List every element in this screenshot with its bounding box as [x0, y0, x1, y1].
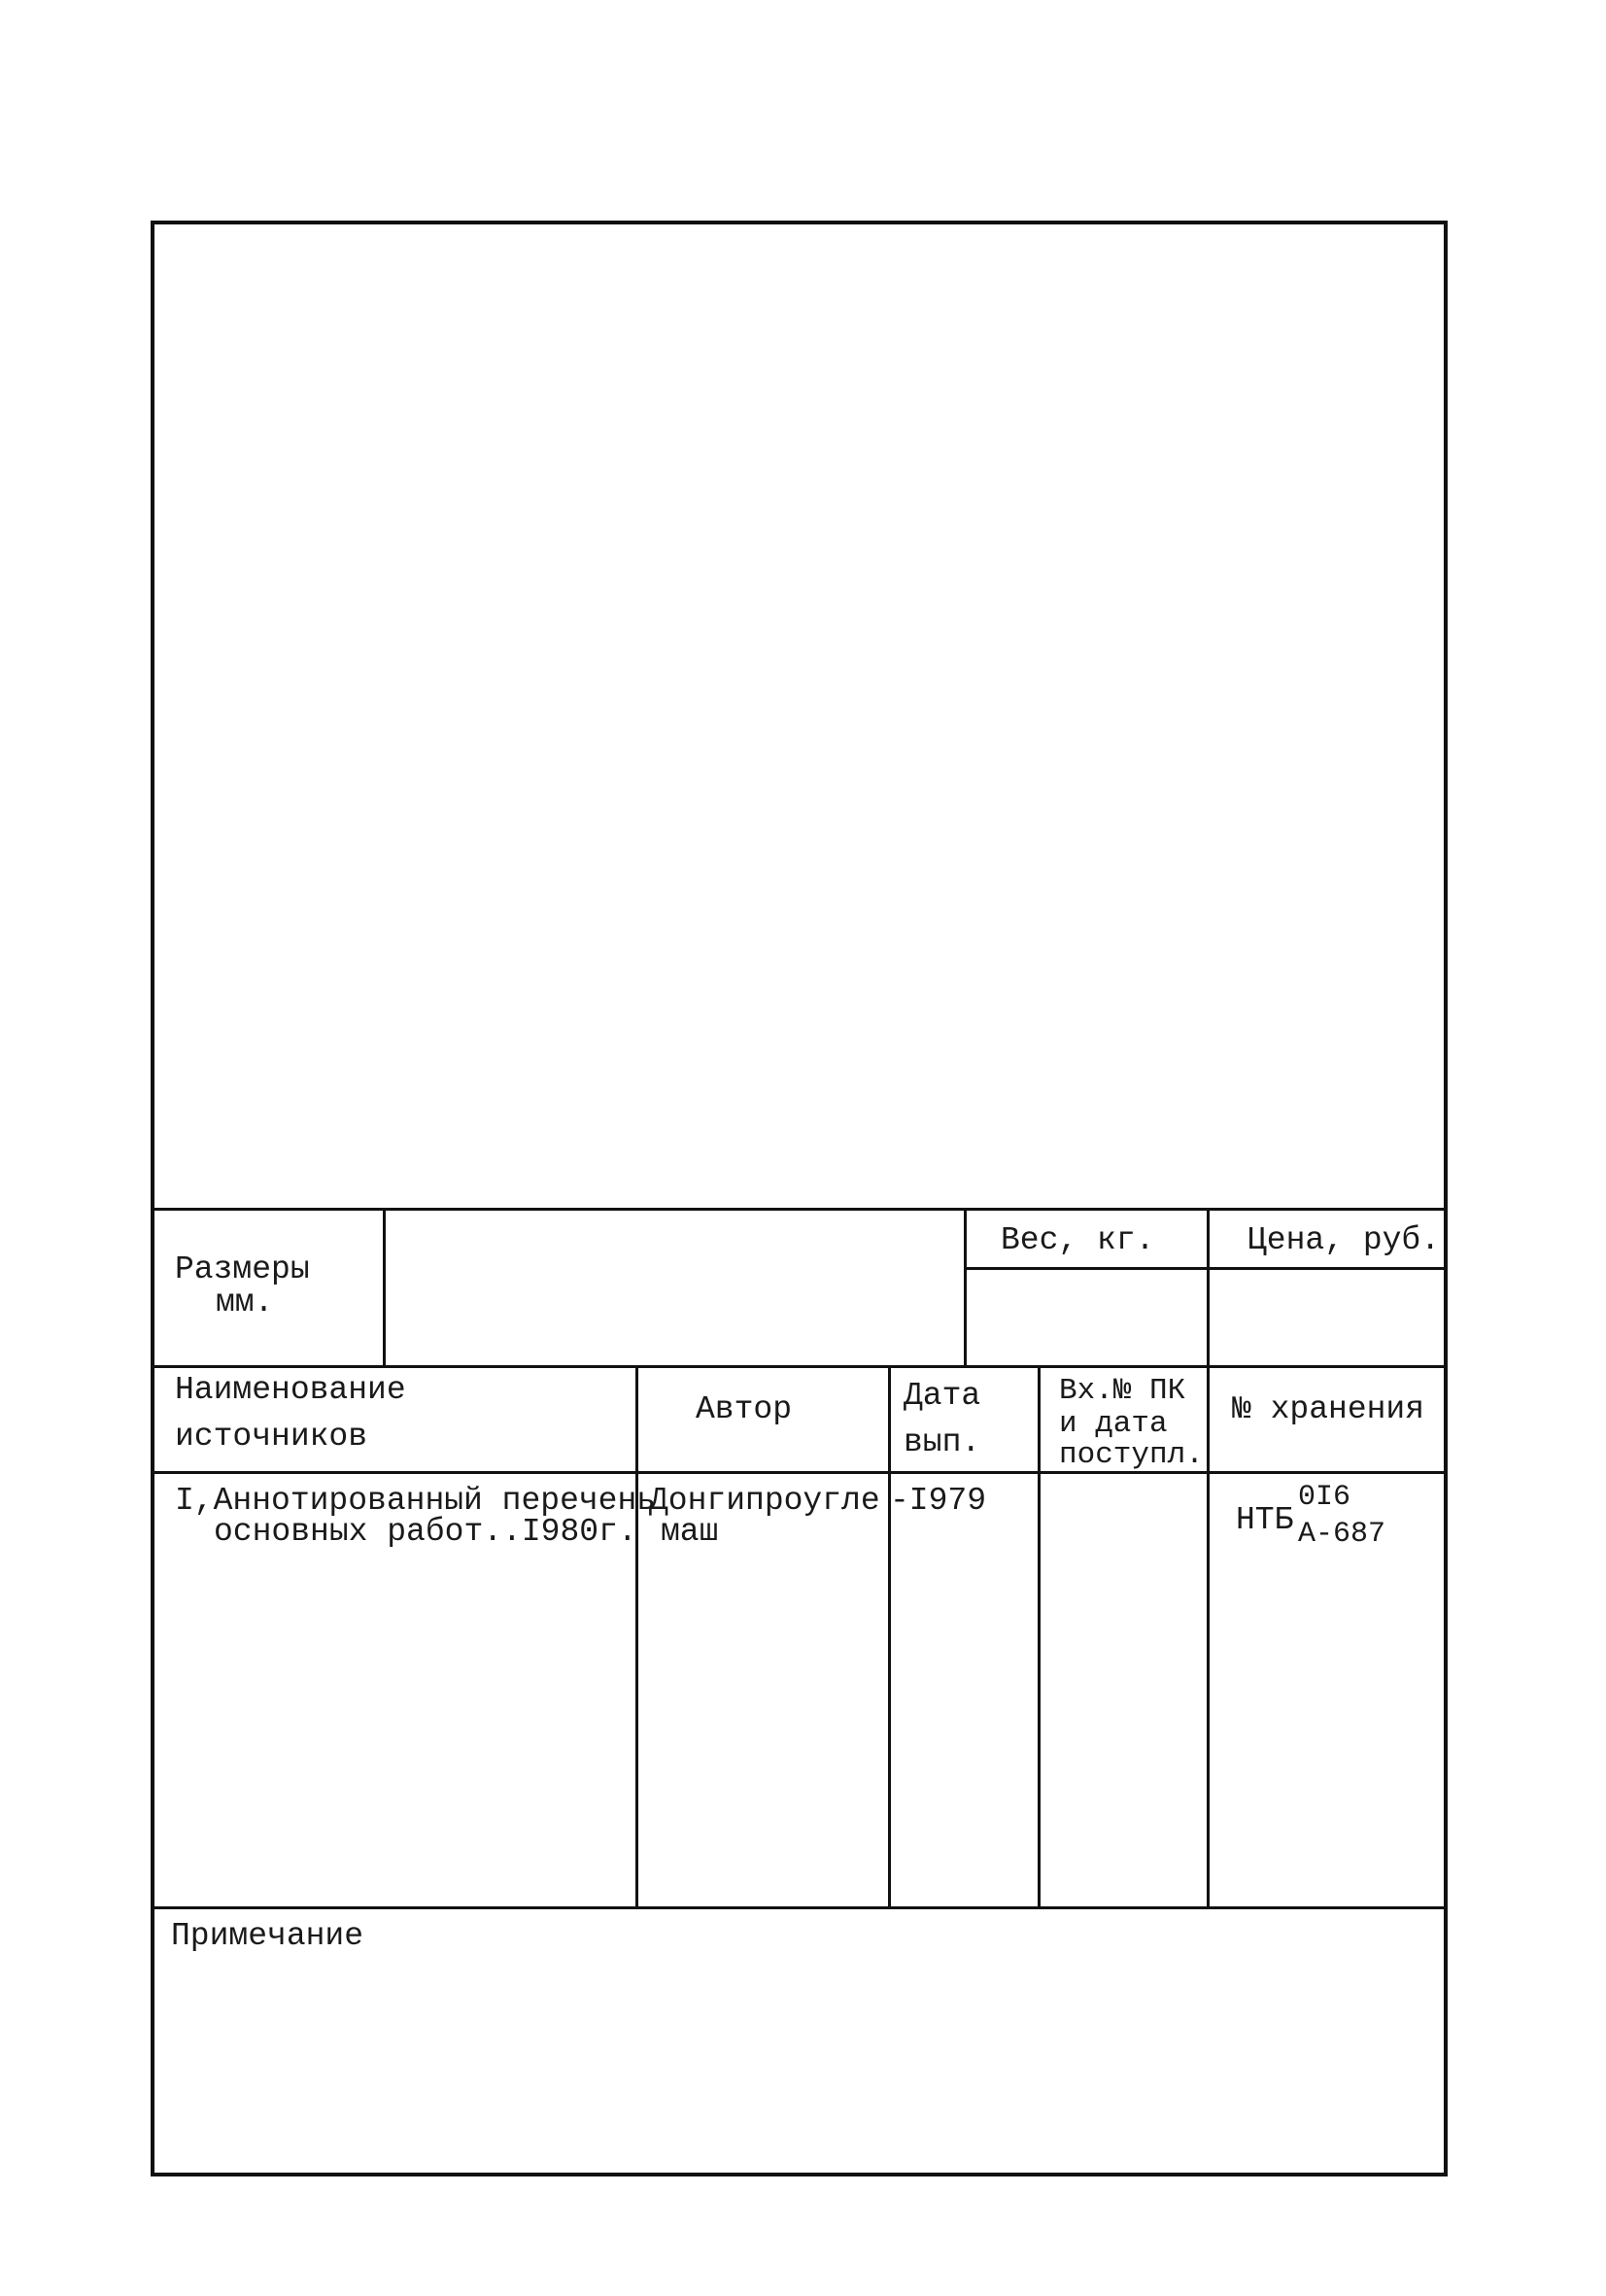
header-storage: № хранения: [1232, 1391, 1425, 1427]
header-name-line2: источников: [175, 1419, 368, 1455]
row-storage-top: 0I6: [1298, 1481, 1351, 1514]
rule-col-date: [888, 1365, 891, 1906]
row-author-line1: Донгипроуглe: [649, 1483, 880, 1519]
rule-price-left: [1207, 1208, 1210, 1365]
header-incoming-line3: поступл.: [1059, 1438, 1204, 1472]
form-frame: [151, 221, 1448, 2176]
rule-sizes-right: [383, 1208, 386, 1365]
rule-top-section: [154, 1208, 1448, 1211]
weight-label: Вес, кг.: [1001, 1222, 1155, 1258]
header-author: Автор: [696, 1391, 793, 1427]
rule-note-top: [154, 1906, 1448, 1909]
price-label: Цена, руб.: [1247, 1222, 1441, 1258]
row-date: -I979: [890, 1483, 987, 1519]
rule-col-author: [635, 1365, 638, 1906]
header-date-line1: Дата: [904, 1378, 981, 1414]
header-incoming-line2: и дата: [1059, 1407, 1168, 1441]
row-name-line2: основных работ..I980г.: [214, 1514, 637, 1550]
rule-header-top: [154, 1365, 1448, 1368]
sizes-label: Размеры: [175, 1251, 310, 1287]
header-name-line1: Наименование: [175, 1372, 406, 1408]
row-author-line2: маш: [661, 1514, 719, 1550]
note-label: Примечание: [171, 1918, 364, 1954]
row-storage-bottom: А-687: [1298, 1518, 1386, 1551]
row-storage-prefix: НТБ: [1236, 1502, 1294, 1538]
sizes-unit: мм.: [216, 1285, 274, 1320]
rule-weight-left: [964, 1208, 967, 1365]
header-incoming-line1: Вх.№ ПК: [1059, 1374, 1186, 1408]
rule-header-bottom: [154, 1471, 1448, 1474]
rule-col-incoming: [1038, 1365, 1041, 1906]
header-date-line2: вып.: [904, 1424, 981, 1460]
row-name-line1: I,Аннотированный перечень: [175, 1483, 657, 1519]
rule-col-storage: [1207, 1365, 1210, 1906]
